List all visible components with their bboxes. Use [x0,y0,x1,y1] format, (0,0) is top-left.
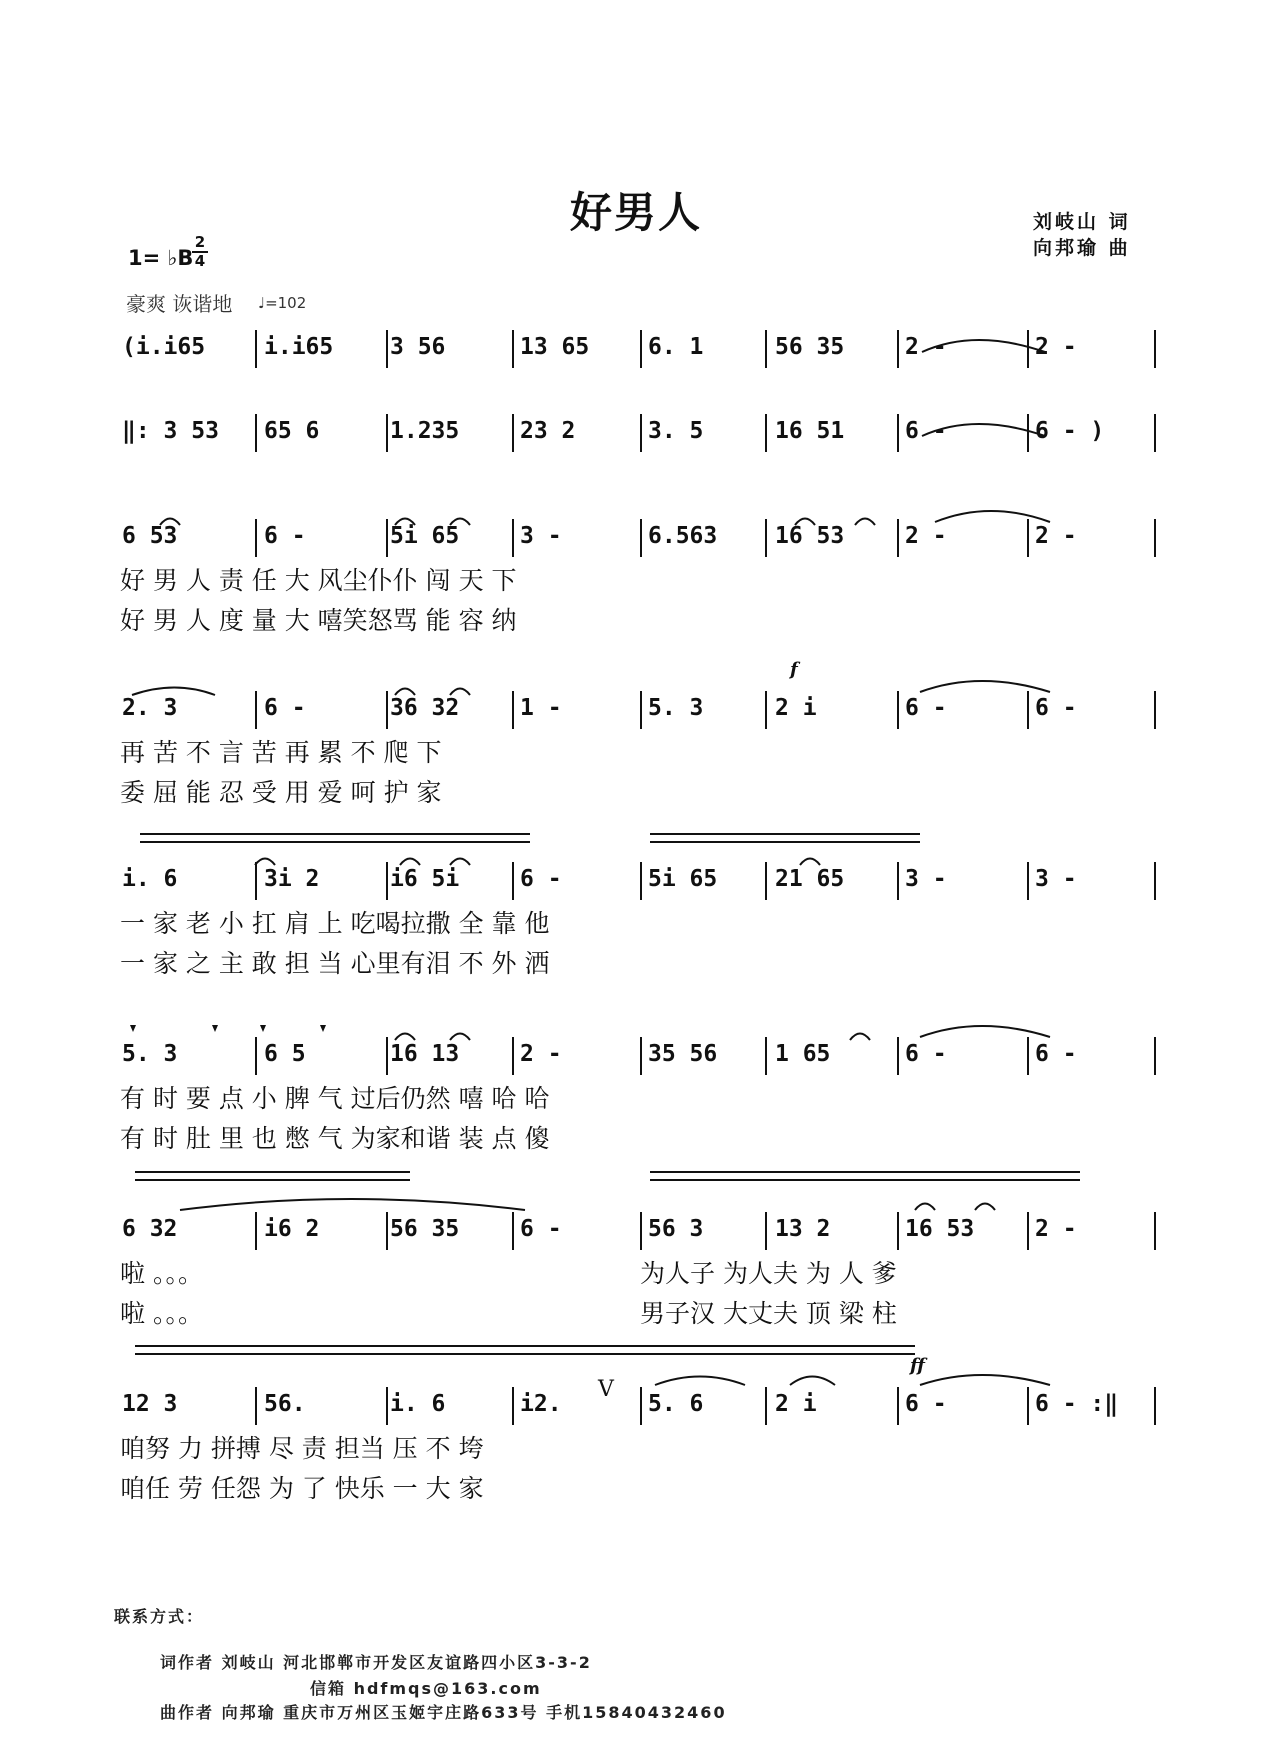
measure-6-2: 6 5 [264,1041,306,1067]
measure-5-6: 21 65 [775,866,845,892]
lyric-line-8-2: 咱任 劳 任怨 为 了 快乐 一 大 家 [120,1474,484,1503]
measure-1-7: 2 - [905,334,947,360]
measure-5-7: 3 - [905,866,947,892]
measure-6-4: 2 - [520,1041,562,1067]
barline [765,1037,767,1075]
barline [897,1037,899,1075]
barline [640,330,642,368]
measure-3-8: 2 - [1035,523,1077,549]
barline [765,1212,767,1250]
barline [897,691,899,729]
barline [897,414,899,452]
measure-7-4: 6 - [520,1216,562,1242]
measure-8-1: 12 3 [122,1391,178,1417]
measure-3-7: 2 - [905,523,947,549]
measure-2-7: 6 - [905,418,947,444]
key-signature: 1= ♭B [128,246,194,270]
lyric-line-5-2: 一 家 之 主 敢 担 当 心里有泪 不 外 洒 [120,949,550,978]
measure-6-5: 35 56 [648,1041,718,1067]
barline [765,862,767,900]
lyric-line-8-1: 咱努 力 拼搏 尽 责 担当 压 不 垮 [120,1434,484,1463]
barline [897,1387,899,1425]
measure-4-2: 6 - [264,695,306,721]
barline [386,1387,388,1425]
barline [640,1387,642,1425]
barline [765,414,767,452]
barline [897,330,899,368]
measure-2-1: ‖: 3 53 [122,418,219,444]
barline [1154,330,1156,368]
contact-line-email: 信箱 hdfmqs@163.com [310,1679,542,1698]
measure-7-5: 56 3 [648,1216,704,1242]
barline [1027,1387,1029,1425]
barline [1027,862,1029,900]
measure-3-2: 6 - [264,523,306,549]
measure-8-7: 6 - [905,1391,947,1417]
barline [386,691,388,729]
barline [897,862,899,900]
measure-7-6: 13 2 [775,1216,831,1242]
barline [1027,691,1029,729]
measure-3-4: 3 - [520,523,562,549]
barline [640,1212,642,1250]
measure-6-3: 16 13 [390,1041,460,1067]
measure-5-4: 6 - [520,866,562,892]
measure-8-4: i2. [520,1391,562,1417]
barline [765,519,767,557]
composer-credit: 向邦瑜 曲 [1033,237,1131,259]
dynamic-marking: f [790,659,798,680]
barline [1154,414,1156,452]
measure-1-8: 2 - [1035,334,1077,360]
barline [640,691,642,729]
measure-4-5: 5. 3 [648,695,704,721]
barline [1027,414,1029,452]
measure-7-2: i6 2 [264,1216,320,1242]
contact-label: 联系方式： [114,1607,205,1626]
lyric-line-6-1: 有 时 要 点 小 脾 气 过后仍然 嘻 哈 哈 [120,1084,550,1113]
measure-5-3: i6 5i [390,866,460,892]
lyric-line-5-1: 一 家 老 小 扛 肩 上 吃喝拉撒 全 靠 他 [120,909,550,938]
measure-7-1: 6 32 [122,1216,178,1242]
barline [765,691,767,729]
measure-2-5: 3. 5 [648,418,704,444]
time-signature-top: 2 [194,233,206,251]
measure-5-1: i. 6 [122,866,178,892]
measure-1-4: 13 65 [520,334,590,360]
barline [897,519,899,557]
measure-6-1: 5. 3 [122,1041,178,1067]
measure-5-5: 5i 65 [648,866,718,892]
measure-1-2: i.i65 [264,334,334,360]
barline [1154,1387,1156,1425]
barline [765,330,767,368]
barline [512,862,514,900]
barline [1027,1037,1029,1075]
barline [640,519,642,557]
lyric-line-7-1: 啦 。。。 [120,1259,203,1288]
measure-5-2: 3i 2 [264,866,320,892]
barline [1154,519,1156,557]
lyric-line-right-7-2: 男子汉 大丈夫 顶 梁 柱 [640,1299,897,1328]
barline [640,862,642,900]
measure-1-6: 56 35 [775,334,845,360]
barline [255,1387,257,1425]
measure-4-1: 2. 3 [122,695,178,721]
measure-8-2: 56. [264,1391,306,1417]
barline [255,1037,257,1075]
barline [1154,862,1156,900]
barline [1154,691,1156,729]
measure-8-8: 6 - :‖ [1035,1391,1119,1417]
tempo-marking: 豪爽 诙谐地 [126,292,233,316]
dynamic-marking: ff [910,1355,925,1376]
measure-6-8: 6 - [1035,1041,1077,1067]
barline [386,330,388,368]
measure-4-4: 1 - [520,695,562,721]
barline [765,1387,767,1425]
lyric-line-3-1: 好 男 人 责 任 大 风尘仆仆 闯 天 下 [120,566,517,595]
barline [386,519,388,557]
barline [512,519,514,557]
measure-8-6: 2 i [775,1391,817,1417]
lyric-line-3-2: 好 男 人 度 量 大 嘻笑怒骂 能 容 纳 [120,606,517,635]
barline [255,330,257,368]
barline [255,691,257,729]
barline [255,414,257,452]
barline [255,519,257,557]
measure-4-3: 36 32 [390,695,460,721]
measure-3-5: 6.563 [648,523,718,549]
barline [512,414,514,452]
barline [255,1212,257,1250]
lyric-line-6-2: 有 时 肚 里 也 憋 气 为家和谐 装 点 傻 [120,1124,550,1153]
measure-2-4: 23 2 [520,418,576,444]
barline [386,1037,388,1075]
measure-3-3: 5i 65 [390,523,460,549]
measure-2-3: 1.235 [390,418,460,444]
barline [512,1212,514,1250]
measure-1-3: 3 56 [390,334,446,360]
measure-7-3: 56 35 [390,1216,460,1242]
measure-1-5: 6. 1 [648,334,704,360]
barline [512,1387,514,1425]
measure-4-7: 6 - [905,695,947,721]
lyric-line-4-2: 委 屈 能 忍 受 用 爱 呵 护 家 [120,778,442,807]
measure-3-1: 6 53 [122,523,178,549]
lyric-line-7-2: 啦 。。。 [120,1299,203,1328]
measure-2-2: 65 6 [264,418,320,444]
measure-6-7: 6 - [905,1041,947,1067]
measure-5-8: 3 - [1035,866,1077,892]
breath-mark: V [598,1377,614,1402]
song-title: 好男人 [570,188,703,237]
time-signature [192,234,208,270]
measure-2-8: 6 - ) [1035,418,1105,444]
barline [1027,1212,1029,1250]
measure-7-7: 16 53 [905,1216,975,1242]
barline [1154,1212,1156,1250]
barline [1027,330,1029,368]
barline [640,414,642,452]
measure-8-5: 5. 6 [648,1391,704,1417]
barline [512,1037,514,1075]
barline [512,330,514,368]
barline [1027,519,1029,557]
contact-line-lyricist: 词作者 刘岐山 河北邯郸市开发区友谊路四小区3-3-2 [160,1653,592,1672]
measure-8-3: i. 6 [390,1391,446,1417]
measure-2-6: 16 51 [775,418,845,444]
barline [897,1212,899,1250]
barline [512,691,514,729]
metronome-mark: ♩=102 [258,294,307,312]
measure-4-6: 2 i [775,695,817,721]
measure-4-8: 6 - [1035,695,1077,721]
measure-1-1: (i.i65 [122,334,206,360]
barline [255,862,257,900]
barline [640,1037,642,1075]
measure-3-6: 16 53 [775,523,845,549]
barline [386,414,388,452]
measure-6-6: 1 65 [775,1041,831,1067]
lyric-line-4-1: 再 苦 不 言 苦 再 累 不 爬 下 [120,738,442,767]
barline [386,862,388,900]
barline [386,1212,388,1250]
time-signature-bottom: 4 [192,251,208,270]
contact-line-composer: 曲作者 向邦瑜 重庆市万州区玉姬宇庄路633号 手机15840432460 [160,1703,727,1722]
barline [1154,1037,1156,1075]
lyricist-credit: 刘岐山 词 [1033,211,1131,233]
measure-7-8: 2 - [1035,1216,1077,1242]
lyric-line-right-7-1: 为人子 为人夫 为 人 爹 [640,1259,897,1288]
